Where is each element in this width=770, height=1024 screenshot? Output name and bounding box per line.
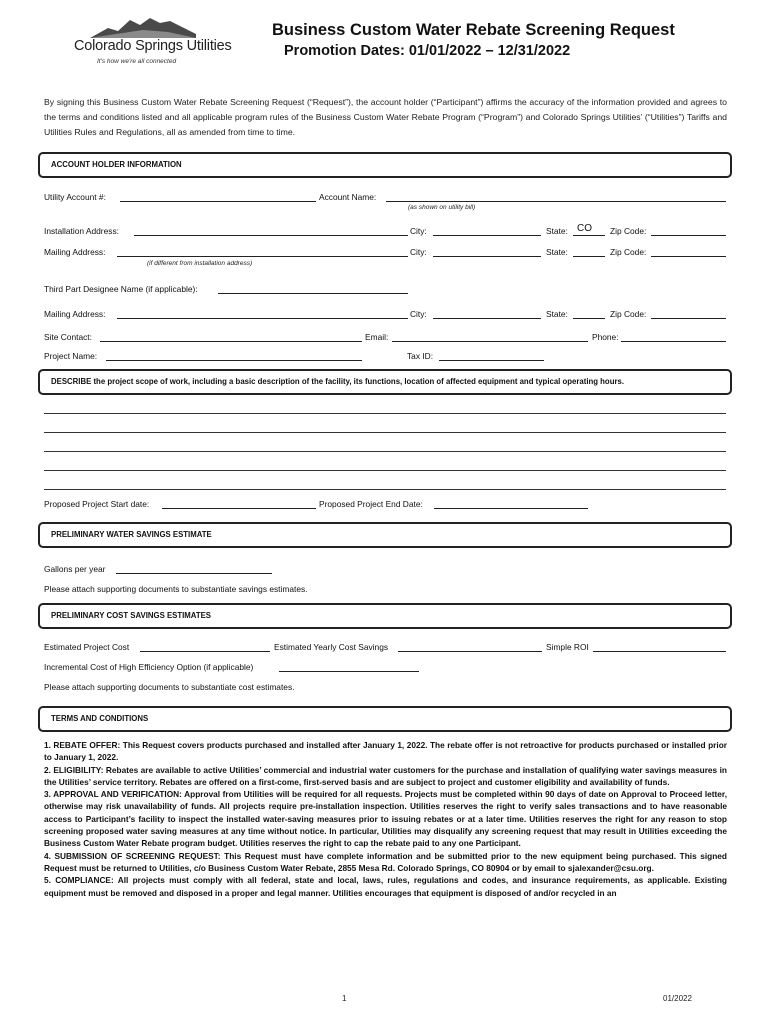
page-title: Business Custom Water Rebate Screening Request [272,21,675,39]
logo-tagline: It's how we're all connected [97,58,177,65]
installation-city-label: City: [410,226,427,236]
gallons-label: Gallons per year [44,564,106,574]
incremental-cost-field[interactable] [279,671,419,672]
site-contact-label: Site Contact: [44,332,92,342]
installation-state-field[interactable] [573,235,605,236]
water-attach-note: Please attach supporting documents to substantiate savings estimates. [44,584,308,594]
terms-section-header: TERMS AND CONDITIONS [38,706,732,732]
cost-attach-note: Please attach supporting documents to substantiate cost estimates. [44,682,295,692]
installation-zip-field[interactable] [651,235,726,236]
third-party-zip-label: Zip Code: [610,309,647,319]
account-name-field[interactable] [386,201,726,202]
estimated-cost-field[interactable] [140,651,270,652]
project-name-label: Project Name: [44,351,98,361]
incremental-cost-label: Incremental Cost of High Efficiency Option (if applicable) [44,662,254,672]
term-submission: 4. SUBMISSION OF SCREENING REQUEST: This Request must have complete information and be submitted prior to the new equipment being purchased. This signed Request must be returned to Utilities, c/o Business Custom Water Rebate, 2855 Mesa Rd. Colorado Springs, CO 80904 or by email to sjalexander@csu.org. [44,850,727,873]
terms-list [44,739,727,899]
mountain-logo-icon [88,14,198,40]
installation-state-label: State: [546,226,568,236]
end-date-field[interactable] [434,508,588,509]
third-party-mailing-address-label: Mailing Address: [44,309,106,319]
third-party-field[interactable] [218,293,408,294]
tax-id-label: Tax ID: [407,351,434,361]
third-party-mailing-address-field[interactable] [117,318,408,319]
cost-savings-section-header: PRELIMINARY COST SAVINGS ESTIMATES [38,603,732,629]
term-compliance: 5. COMPLIANCE: All projects must comply with all federal, state and local, laws, rules, regulations and codes, and insurance requirements, as applicable. Existing equipment must be removed and disposed in a proper and legal manner. Utilities encourages that equipment is disposed of and/or recycled in an [44,875,727,898]
account-name-label: Account Name: [319,192,377,202]
email-label: Email: [365,332,389,342]
project-name-field[interactable] [106,360,362,361]
mailing-city-field[interactable] [433,256,541,257]
term-rebate-offer: 1. REBATE OFFER: This Request covers products purchased and installed after January 1, 2022. The rebate offer is not retroactive for products purchased or installed prior to January 1, 2022. [44,740,727,763]
mailing-address-label: Mailing Address: [44,247,106,257]
third-party-city-field[interactable] [433,318,541,319]
installation-address-field[interactable] [134,235,408,236]
mailing-zip-label: Zip Code: [610,247,647,257]
gallons-field[interactable] [116,573,272,574]
estimated-cost-label: Estimated Project Cost [44,642,130,652]
tax-id-field[interactable] [439,360,544,361]
mailing-address-note: (if different from installation address) [147,260,253,267]
account-holder-section-header: ACCOUNT HOLDER INFORMATION [38,152,732,178]
yearly-savings-label: Estimated Yearly Cost Savings [274,642,389,652]
simple-roi-field[interactable] [593,651,726,652]
utility-account-field[interactable] [120,201,316,202]
description-line[interactable] [44,451,726,452]
term-approval-verification: 3. APPROVAL AND VERIFICATION: Approval from Utilities will be required for all requests. Projects must be completed within 90 days of date on Approval to Proceed letter, otherwise may risk unavailability of funds. All projects require pre-installation inspection. Utilities reserves the right to verify sales transactions and to have reasonable access to Participant’s facility to inspect the installed water-saving measures prior to issuing rebates or at a later time. Utilities reserves the right for any reason to stop screening proposed water saving measures at any time without notice. In particular, Utilities may disqualify any screening request that may result in Utilities exceeding the Business Custom Water Rebate program budget. Utilities reserves the right to cap the rebate paid to any one Participant. [44,789,727,849]
description-line[interactable] [44,413,726,414]
description-line[interactable] [44,470,726,471]
intro-paragraph: By signing this Business Custom Water Rebate Screening Request (“Request”), the account holder (“Participant”) affirms the accuracy of the information provided and agrees to the terms and conditions listed and all applicable program rules of the Business Custom Water Rebate Program (“Program”) and Colorado Springs Utilities’ (“Utilities”) Tariffs and Utilities Rules and Regulations, all as amended from time to time. [44,97,727,137]
water-savings-section-header: PRELIMINARY WATER SAVINGS ESTIMATE [38,522,732,548]
description-line[interactable] [44,432,726,433]
end-date-label: Proposed Project End Date: [319,499,423,509]
third-party-city-label: City: [410,309,427,319]
third-party-zip-field[interactable] [651,318,726,319]
account-name-note: (as shown on utility bill) [408,204,476,211]
third-party-state-label: State: [546,309,568,319]
installation-state-value: CO [577,223,592,234]
mailing-address-field[interactable] [117,256,408,257]
yearly-savings-field[interactable] [398,651,542,652]
promotion-dates: Promotion Dates: 01/01/2022 – 12/31/2022 [284,43,571,59]
mailing-city-label: City: [410,247,427,257]
third-party-state-field[interactable] [573,318,605,319]
start-date-label: Proposed Project Start date: [44,499,150,509]
phone-label: Phone: [592,332,619,342]
installation-zip-label: Zip Code: [610,226,647,236]
installation-city-field[interactable] [433,235,541,236]
start-date-field[interactable] [162,508,316,509]
utility-account-label: Utility Account #: [44,192,106,202]
site-contact-field[interactable] [100,341,362,342]
installation-address-label: Installation Address: [44,226,119,236]
mailing-state-field[interactable] [573,256,605,257]
term-eligibility: 2. ELIGIBILITY: Rebates are available to active Utilities’ commercial and industrial water customers for the purchase and installation of qualifying water savings measures in the Utilities’ service territory. Rebates are offered on a first-come, first-served basis and are subject to project and customer eligibility and availability of funds. [44,764,727,787]
simple-roi-label: Simple ROI [546,642,589,652]
describe-section-header: DESCRIBE the project scope of work, including a basic description of the facility, its functions, location of affected equipment and typical operating hours. [38,369,732,395]
form-version: 01/2022 [663,994,692,1003]
logo-name: Colorado Springs Utilities [74,38,232,54]
page-number: 1 [342,994,347,1003]
mailing-zip-field[interactable] [651,256,726,257]
email-field[interactable] [392,341,588,342]
mailing-state-label: State: [546,247,568,257]
third-party-label: Third Part Designee Name (if applicable): [44,284,198,294]
phone-field[interactable] [621,341,726,342]
description-line[interactable] [44,489,726,490]
